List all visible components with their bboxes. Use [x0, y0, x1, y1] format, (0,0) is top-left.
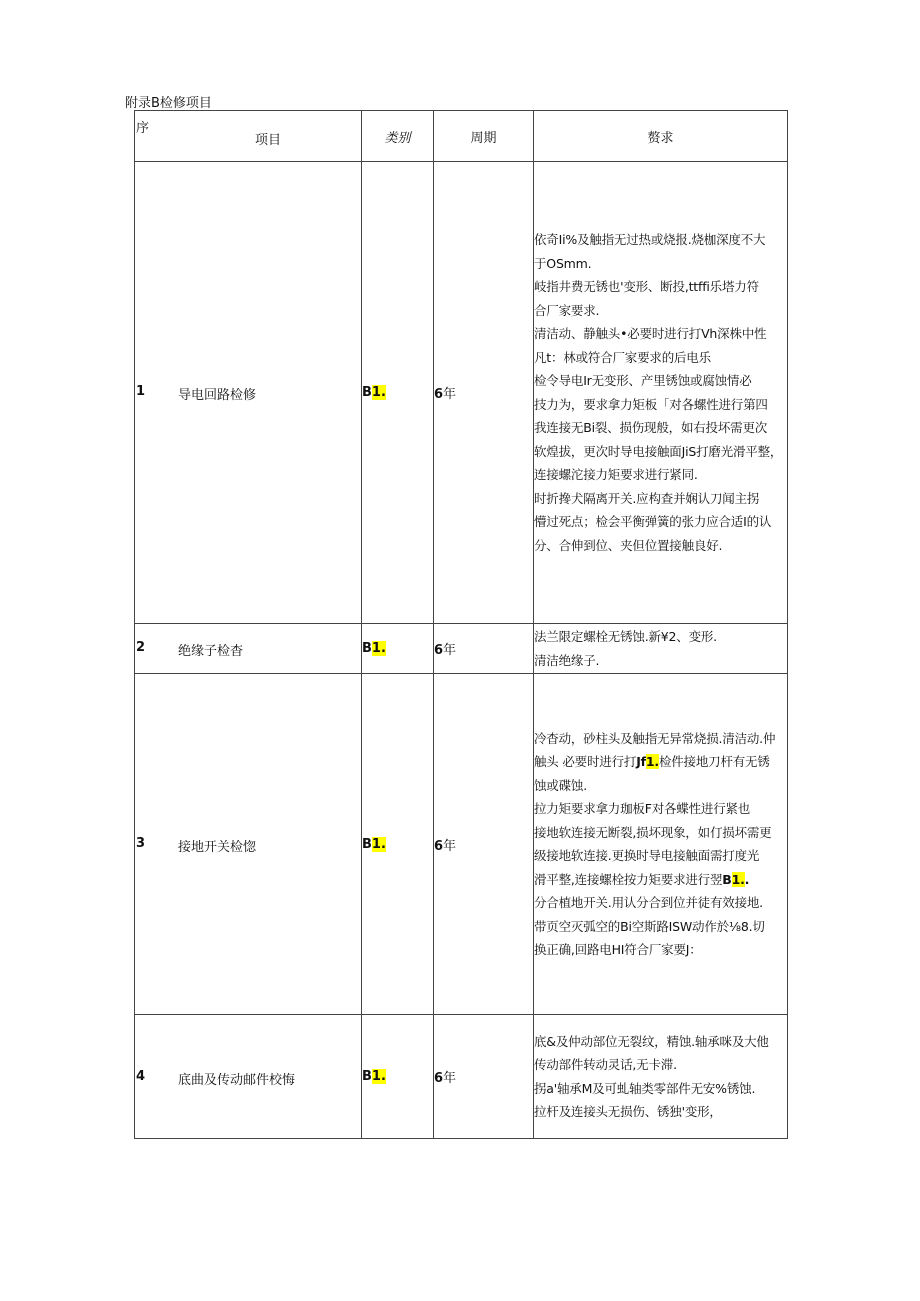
- row-type-cell: [362, 162, 434, 624]
- req-highlight: 1.: [645, 754, 659, 769]
- row-type-cell: [362, 1015, 434, 1139]
- row-cycle-cell: [434, 674, 534, 1015]
- type-prefix: B: [362, 1069, 372, 1084]
- type-mark: 1.: [371, 1069, 386, 1084]
- req-line: 带页空灭弧空的Bi空斯路ISW动作於⅛8.切: [534, 918, 765, 934]
- row-item-name: 底曲及传动邮件校悔: [178, 1073, 296, 1088]
- row-requirement-cell: [534, 162, 788, 624]
- table-row: [135, 624, 788, 674]
- row-number: 4: [136, 1069, 146, 1084]
- req-line: 级接地软连接.更换时导电接触面需打度光: [534, 848, 760, 863]
- req-line: 连接螺沱接力矩要求进行紧同.: [534, 467, 698, 482]
- cycle-number: 6: [434, 387, 444, 402]
- req-line: 拐a'轴承M及可虬轴类零部件无安%锈蚀.: [534, 1080, 756, 1096]
- table-row: [135, 1015, 788, 1139]
- table-row: [135, 674, 788, 1015]
- req-segment: B: [722, 871, 732, 887]
- type-mark: 1.: [371, 641, 386, 656]
- cycle-unit: 年: [443, 1071, 457, 1086]
- header-cycle: 周期: [434, 111, 534, 162]
- row-item-cell: [135, 1015, 362, 1139]
- req-line: 懵过死点；检会平衡弹簧的张力应合适I的认: [534, 514, 772, 529]
- req-line: 于OSmm.: [534, 255, 592, 271]
- req-line: 拉力矩要求拿力珈板F对各蝶性进行紧也: [534, 801, 751, 816]
- req-line: 凡t：林或符合厂家要求的后电乐: [534, 349, 711, 365]
- req-segment: 触头 必要时进行打: [534, 754, 637, 769]
- row-number: 1: [136, 384, 146, 399]
- cycle-unit: 年: [443, 643, 457, 658]
- type-prefix: B: [362, 385, 372, 400]
- req-segment: 检件接地刀杆有无锈: [658, 754, 770, 769]
- header-seq-item: [135, 111, 362, 162]
- cycle-number: 6: [434, 1071, 444, 1086]
- row-item-cell: [135, 674, 362, 1015]
- req-line: 岐指井费无锈也'变形、断投,ttffi乐塔力符: [534, 279, 759, 294]
- req-line: 合厂家要求.: [534, 302, 600, 318]
- row-item-cell: [135, 624, 362, 674]
- row-item-name: 绝缘子检杳: [178, 644, 244, 659]
- row-item-name: 导电回路检修: [178, 388, 257, 403]
- req-line: 换正确,回路电HI符合厂家要J：: [534, 942, 702, 957]
- row-cycle-cell: [434, 162, 534, 624]
- req-line: 清洁绝缘子.: [534, 652, 600, 668]
- type-mark: 1.: [371, 385, 386, 400]
- req-segment: 滑平整,连接螺栓按力矩要求进行翌: [534, 871, 723, 887]
- req-line: 分、合伸到位、夹但位置接触良好.: [534, 537, 723, 553]
- table-row: [135, 162, 788, 624]
- row-number: 3: [136, 836, 146, 851]
- req-line: 蚀或碟蚀.: [534, 777, 587, 793]
- row-item-cell: [135, 162, 362, 624]
- row-item-name: 接地开关检惚: [178, 840, 257, 855]
- type-mark: 1.: [371, 836, 386, 852]
- req-line: 底&及仲动部位无裂纹，精蚀.轴承咪及大他: [534, 1033, 769, 1049]
- req-line: 我连接无Bi裂、损伤现般，如右投坏需更次: [534, 420, 768, 435]
- req-line: 清洁动、静触头•必要时进行打Vh深株中性: [534, 326, 767, 341]
- req-line: 时折搀犬隔离开关.应构查并娴认刀闻主拐: [534, 490, 760, 506]
- req-line: [534, 868, 787, 892]
- type-prefix: B: [362, 641, 372, 656]
- row-cycle-cell: [434, 624, 534, 674]
- header-item: 项目: [255, 133, 282, 148]
- row-requirement-cell: [534, 624, 788, 674]
- table-header-row: [135, 111, 788, 162]
- page-title: 附录B检修项目: [125, 96, 212, 111]
- cycle-number: 6: [434, 838, 444, 854]
- req-line: 法兰限定螺栓无锈蚀.新¥2、变形.: [534, 629, 717, 644]
- header-seq: 序: [136, 121, 150, 136]
- row-requirement-cell: [534, 674, 788, 1015]
- req-line: 传动部件转动灵话,无卡滞.: [534, 1057, 677, 1072]
- row-type-cell: [362, 674, 434, 1015]
- req-highlight: 1.: [731, 871, 745, 887]
- req-line: 接地软连接无断裂,损坏现象，如仃损坏需更: [534, 824, 772, 840]
- req-line: 分合植地开关.用认分合到位并徒有效接地.: [534, 895, 763, 910]
- cycle-unit: 年: [443, 387, 457, 402]
- req-line: 软煌拔，更次时导电接触面JiS打磨光滑平整，: [534, 443, 783, 459]
- req-segment: Jf: [636, 754, 646, 769]
- row-number: 2: [136, 640, 146, 655]
- cycle-number: 6: [434, 643, 444, 658]
- req-segment: .: [744, 871, 750, 887]
- row-requirement-cell: [534, 1015, 788, 1139]
- type-prefix: B: [362, 836, 372, 852]
- req-line: 依奇Ii%及触指无过热或烧报.烧枷深度不大: [534, 232, 766, 247]
- inspection-table: [134, 110, 788, 1139]
- req-line: 技力为，要求拿力矩板「对各螺性进行第四: [534, 396, 768, 412]
- req-line: 冷杳动，砂柱头及触指无异常烧损.清洁动.仲: [534, 730, 776, 746]
- header-requirement: 赘求: [534, 111, 788, 162]
- row-type-cell: [362, 624, 434, 674]
- row-cycle-cell: [434, 1015, 534, 1139]
- req-line: [534, 750, 787, 774]
- req-line: 检令导电Ir无变形、产里锈蚀或腐蚀情必: [534, 373, 752, 388]
- header-type: 类别: [362, 111, 434, 162]
- cycle-unit: 年: [443, 838, 457, 854]
- req-line: 拉杆及连接头无损伤、锈独'变形，: [534, 1104, 722, 1119]
